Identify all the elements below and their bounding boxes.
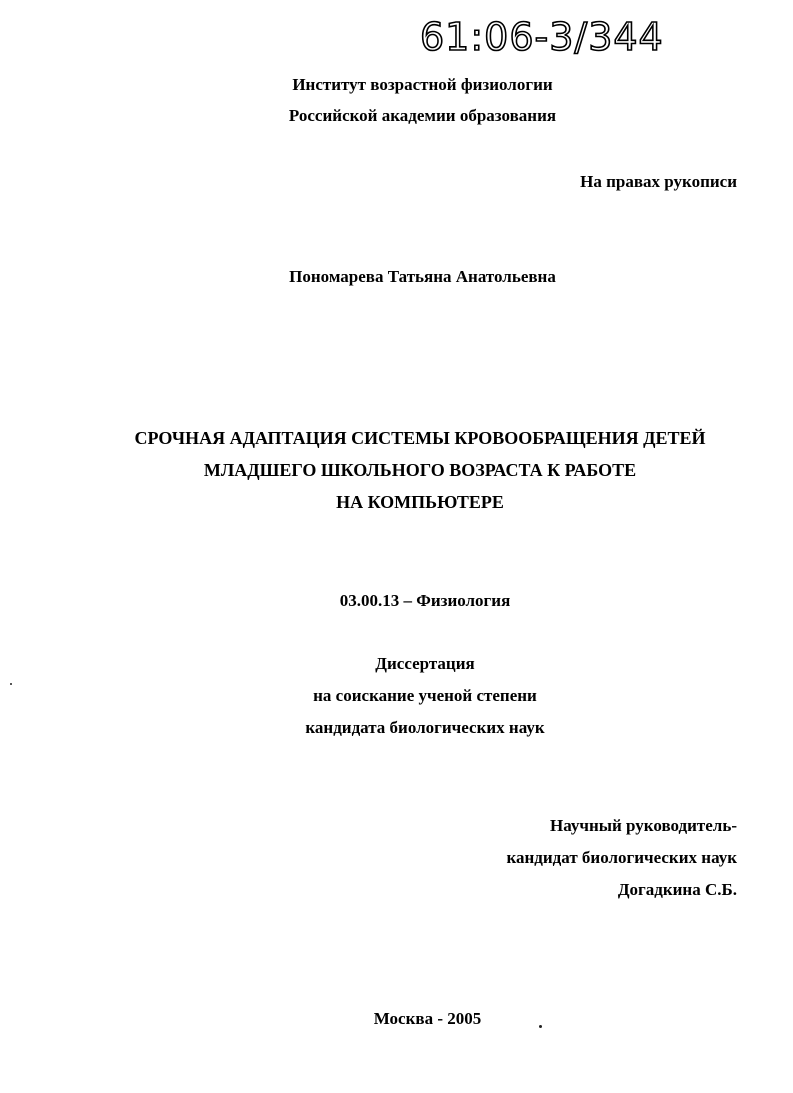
city-year: Москва - 2005	[373, 1009, 482, 1028]
scan-speck	[539, 1025, 542, 1028]
specialty: 03.00.13 – Физиология	[339, 591, 511, 610]
rights-note: На правах рукописи	[580, 172, 737, 191]
dissertation-line-3: кандидата биологических наук	[305, 718, 545, 737]
scan-speck	[10, 683, 12, 685]
title-line-2: МЛАДШЕГО ШКОЛЬНОГО ВОЗРАСТА К РАБОТЕ	[203, 460, 637, 480]
supervisor-name: Догадкина С.Б.	[617, 880, 737, 899]
archive-number-text: 61:06-3/344	[420, 15, 664, 59]
title-line-3: НА КОМПЬЮТЕРЕ	[336, 492, 504, 512]
handwritten-archive-number	[418, 10, 688, 60]
dissertation-line-2: на соискание ученой степени	[313, 686, 537, 705]
title-line-1: СРОЧНАЯ АДАПТАЦИЯ СИСТЕМЫ КРОВООБРАЩЕНИЯ ДЕТЕЙ	[134, 428, 706, 448]
dissertation-line-1: Диссертация	[375, 654, 475, 673]
institution-line-1: Институт возрастной физиологии	[292, 75, 553, 94]
supervisor-line-1: Научный руководитель-	[550, 816, 737, 835]
author-name: Пономарева Татьяна Анатольевна	[289, 267, 556, 286]
institution-line-2: Российской академии образования	[288, 106, 557, 125]
supervisor-line-2: кандидат биологических наук	[506, 848, 737, 867]
